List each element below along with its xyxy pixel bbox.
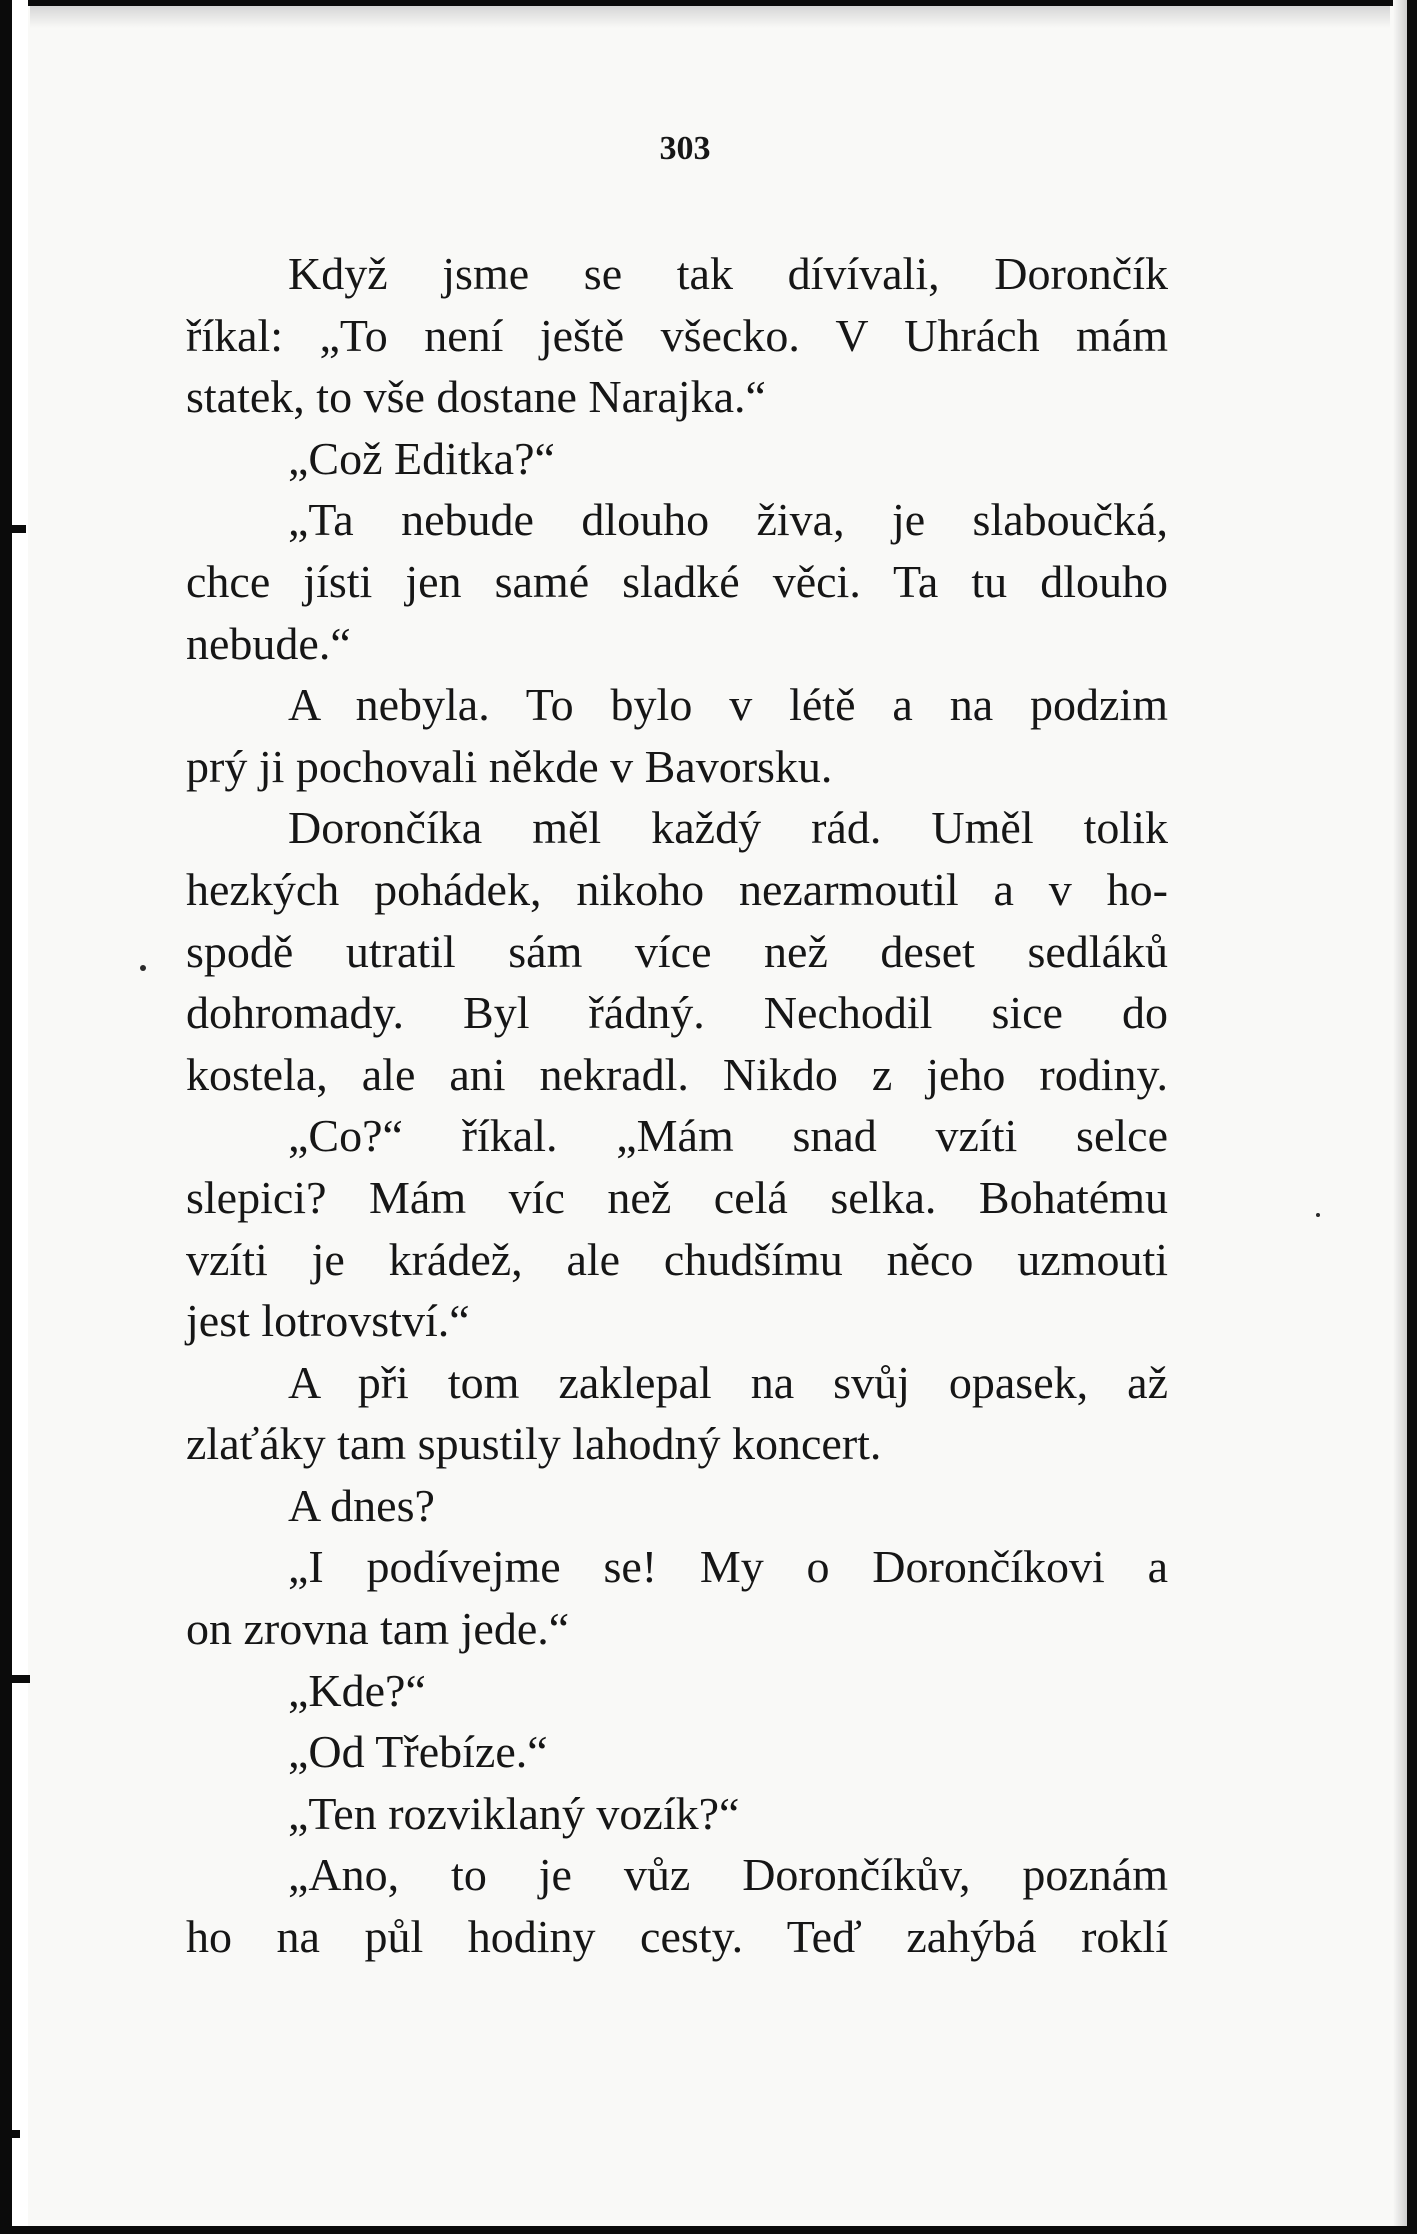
binding-marks [0,0,30,2234]
text-line: A nebyla. To bylo v létě a na podzim [288,679,1168,731]
text-line: kostela, ale ani nekradl. Nikdo z jeho rodiny. [186,1048,1168,1100]
ink-speck [1316,1213,1320,1217]
text-line: „Ta nebude dlouho živa, je slaboučká, [288,494,1168,546]
text-line: jest lotrovství.“ [186,1295,470,1347]
text-line: říkal: „To není ještě všecko. V Uhrách mám [186,309,1168,361]
text-line: slepici? Mám víc než celá selka. Bohatému [186,1171,1168,1223]
text-line: „Co?“ říkal. „Mám snad vzíti selce [288,1110,1168,1162]
text-line: A dnes? [288,1479,435,1531]
ink-speck [140,965,146,971]
text-line: spodě utratil sám více než deset sedláků [186,925,1168,977]
text-line: vzíti je krádež, ale chudšímu něco uzmouti [186,1233,1168,1285]
binding-mark [0,2130,20,2138]
text-line: chce jísti jen samé sladké věci. Ta tu dlouho [186,555,1168,607]
scan-right-edge [1407,0,1417,2234]
binding-mark [0,1675,30,1683]
text-line: ho na půl hodiny cesty. Teď zahýbá roklí [186,1911,1168,1963]
text-line: „Ten rozviklaný vozík?“ [288,1787,740,1839]
scan-right-shadow [1393,0,1407,2234]
text-line: dohromady. Byl řádný. Nechodil sice do [186,987,1168,1039]
text-line: Dorončíka měl každý rád. Uměl tolik [288,802,1168,854]
text-line: „Což Editka?“ [288,432,555,484]
text-line: on zrovna tam jede.“ [186,1603,570,1655]
text-line: Když jsme se tak dívívali, Dorončík [288,248,1168,299]
scan-top-shadow [30,6,1390,28]
text-line: statek, to vše dostane Narajka.“ [186,371,766,423]
text-line: „I podívejme se! My o Dorončíkovi a [288,1541,1168,1593]
text-line: „Od Třebíze.“ [288,1726,548,1778]
text-line: A při tom zaklepal na svůj opasek, až [288,1356,1168,1408]
text-line: hezkých pohádek, nikoho nezarmoutil a v ho- [186,863,1168,915]
binding-mark [0,525,26,533]
text-line: zlaťáky tam spustily lahodný koncert. [186,1418,882,1470]
text-line: nebude.“ [186,617,351,669]
text-line: „Ano, to je vůz Dorončíkův, poznám [288,1849,1168,1901]
text-line: prý ji pochovali někde v Bavorsku. [186,740,833,792]
page-number: 303 [659,130,711,167]
body-text [186,243,1168,1968]
text-line: „Kde?“ [288,1664,426,1716]
scan-bottom-edge [0,2226,1417,2234]
